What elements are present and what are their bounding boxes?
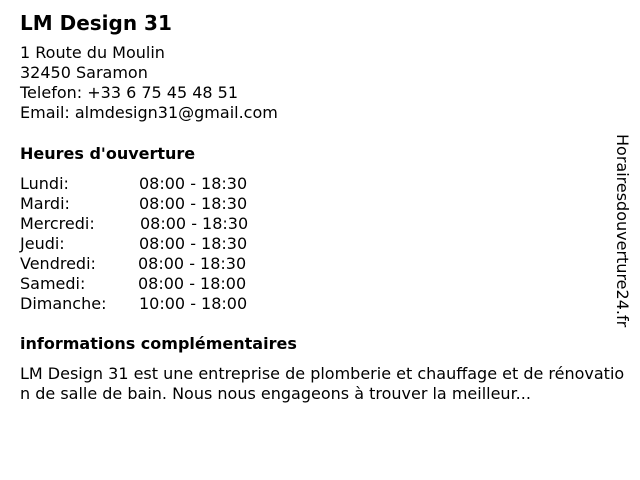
- business-description: LM Design 31 est une entreprise de plomberie et chauffage et de rénovation de salle de bain. Nous nous engageons à trouver la meilleur...: [20, 364, 625, 403]
- opening-hours-heading: Heures d'ouverture: [20, 144, 196, 163]
- day-label: Dimanche:: [20, 294, 107, 313]
- day-label: Jeudi:: [20, 234, 65, 253]
- site-watermark: Horairesdouverture24.fr: [613, 134, 632, 328]
- day-label: Lundi:: [20, 174, 69, 193]
- address-line-street: 1 Route du Moulin: [20, 43, 165, 62]
- time-range: 08:00 - 18:30: [140, 214, 249, 233]
- hours-row-monday: [20, 174, 320, 194]
- time-range: 08:00 - 18:30: [138, 254, 247, 273]
- phone-number: Telefon: +33 6 75 45 48 51: [20, 83, 239, 102]
- day-label: Samedi:: [20, 274, 86, 293]
- hours-row-friday: [20, 254, 320, 274]
- hours-row-thursday: [20, 234, 320, 254]
- day-label: Mercredi:: [20, 214, 95, 233]
- additional-info-heading: informations complémentaires: [20, 334, 297, 353]
- hours-row-saturday: [20, 274, 320, 294]
- day-label: Mardi:: [20, 194, 70, 213]
- time-range: 08:00 - 18:30: [139, 194, 248, 213]
- contact-block: [20, 43, 278, 123]
- hours-row-wednesday: [20, 214, 320, 234]
- time-range: 08:00 - 18:30: [139, 234, 248, 253]
- email-address: Email: almdesign31@gmail.com: [20, 103, 278, 122]
- hours-row-tuesday: [20, 194, 320, 214]
- address-line-city: 32450 Saramon: [20, 63, 148, 82]
- day-label: Vendredi:: [20, 254, 96, 273]
- time-range: 08:00 - 18:00: [138, 274, 247, 293]
- time-range: 08:00 - 18:30: [139, 174, 248, 193]
- opening-hours-table: [20, 174, 320, 314]
- time-range: 10:00 - 18:00: [139, 294, 248, 313]
- business-name: LM Design 31: [20, 11, 172, 35]
- hours-row-sunday: [20, 294, 320, 314]
